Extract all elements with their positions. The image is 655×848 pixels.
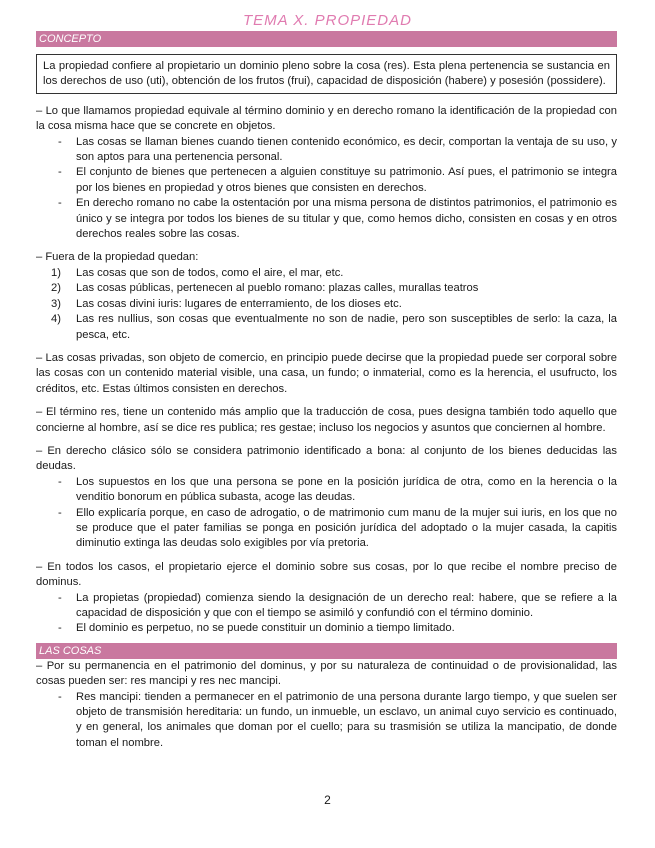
- dash-list: [36, 690, 617, 752]
- list-item: 1) Las cosas que son de todos, como el aire, el mar, etc.: [36, 266, 617, 281]
- paragraph-text: – Por su permanencia en el patrimonio del dominus, y por su naturaleza de continuidad o de provisionalidad, las cosas pueden ser: res mancipi y res nec mancipi.: [36, 659, 617, 688]
- list-item: - El dominio es perpetuo, no se puede constituir un dominio a tiempo limitado.: [36, 621, 617, 636]
- paragraph-derecho-clasico: [36, 444, 617, 552]
- content-las-cosas: [36, 659, 617, 751]
- list-item: - Ello explicaría porque, en caso de adrogatio, o de matrimonio cum manu de la mujer sui iuris, en los que no se produce que el pater familias se ponga en posición jurídica del adoptado o la mujer casada, la capitis diminutio extinga las deudas solo exigibles por vía pretoria.: [58, 506, 617, 550]
- list-item: 4) Las res nullius, son cosas que eventualmente no son de nadie, pero son susceptibles de serlo: la caza, la pesca, etc.: [51, 313, 617, 341]
- dash-list: [36, 475, 617, 552]
- list-item: - El conjunto de bienes que pertenecen a alguien constituye su patrimonio. Así pues, el patrimonio se integra por los bienes en propiedad y otros bienes que consisten en derechos.: [58, 166, 617, 194]
- concept-text: La propiedad confiere al propietario un dominio pleno sobre la cosa (res). Esta plena pertenencia se sustancia en los derechos de uso (uti), obtención de los frutos (frui), capacidad de disposición (habere) y posesión (possidere).: [43, 60, 610, 88]
- paragraph-dominio: [36, 104, 617, 243]
- bullet-marker: -: [58, 690, 62, 703]
- dash-list: [36, 135, 617, 243]
- bullet-marker: -: [58, 591, 62, 604]
- paragraph-fuera: [36, 250, 617, 342]
- content-concepto: [36, 104, 617, 637]
- section-header-concepto: CONCEPTO: [36, 31, 617, 47]
- page-number: 2: [324, 793, 331, 807]
- page-title: TEMA X. PROPIEDAD: [243, 12, 412, 29]
- dash-list: [36, 591, 617, 637]
- paragraph-text: – En derecho clásico sólo se considera patrimonio identificado a bona: al conjunto de los bienes deducidas las deudas.: [36, 444, 617, 473]
- list-number: 1): [51, 266, 61, 279]
- bullet-marker: -: [58, 622, 62, 635]
- list-number: 2): [51, 282, 61, 295]
- list-item: - Las cosas se llaman bienes cuando tienen contenido económico, es decir, comportan la ventaja de su uso, y son aptos para una pertenencia personal.: [58, 135, 617, 164]
- list-number: 3): [51, 297, 61, 310]
- paragraph-termino-res: – El término res, tiene un contenido más amplio que la traducción de cosa, pues designa también todo aquello que concierne al hombre, así se dice res publica; res gestae; incluso los negocios y asuntos que conciernen al hombre.: [36, 406, 617, 434]
- bullet-marker: -: [58, 135, 62, 148]
- numbered-list: [36, 266, 617, 343]
- paragraph-mancipi: [36, 659, 617, 751]
- section-header-las-cosas: LAS COSAS: [36, 643, 617, 659]
- paragraph-text: – En todos los casos, el propietario ejerce el dominio sobre sus cosas, por lo que recibe el nombre preciso de dominus.: [36, 560, 617, 589]
- paragraph-text: – Fuera de la propiedad quedan:: [36, 251, 199, 264]
- bullet-marker: -: [58, 166, 62, 179]
- list-item: 3) Las cosas divini iuris: lugares de enterramiento, de los dioses etc.: [36, 297, 617, 312]
- list-number: 4): [51, 313, 61, 326]
- list-item: - Res mancipi: tienden a permanecer en el patrimonio de una persona durante largo tiempo, y que suelen ser objeto de transmisión hereditaria: un fundo, un inmueble, un esclavo, un animal cuyo servicio es continuado, y en general, los animales que doman por el cuello; para su trasmisión se utiliza la mancipatio, de donde toman el nombre.: [58, 690, 617, 749]
- list-item: - En derecho romano no cabe la ostentación por una misma persona de distintos patrimonios, el patrimonio es único y se integra por todos los bienes de su titular y que, como hemos dicho, consisten en cosas y en otros derechos reales sobre las cosas.: [58, 197, 617, 241]
- bullet-marker: -: [58, 197, 62, 210]
- list-item: 2) Las cosas públicas, pertenecen al pueblo romano: plazas calles, murallas teatros: [36, 281, 617, 296]
- paragraph-cosas-privadas: – Las cosas privadas, son objeto de comercio, en principio puede decirse que la propiedad puede ser corporal sobre las cosas con un contenido material visible, una casa, un fundo; o inmaterial, como es la herencia, el usufructo, los créditos, etc. Estas últimos consisten en derechos.: [36, 351, 617, 395]
- bullet-marker: -: [58, 506, 62, 519]
- list-item: - Los supuestos en los que una persona se pone en la posición jurídica de otra, como en la herencia o la venditio bonorum en pública subasta, acoge las deudas.: [58, 475, 617, 504]
- bullet-marker: -: [58, 475, 62, 488]
- paragraph-dominus: [36, 560, 617, 637]
- paragraph-text: – Lo que llamamos propiedad equivale al término dominio y en derecho romano la identificación de la propiedad con la cosa misma hace que se concrete en objetos.: [36, 104, 617, 133]
- list-item: - La propietas (propiedad) comienza siendo la designación de un derecho real: habere, que se refiere a la capacidad de disposición y que con el tiempo se asimiló y confundió con el término dominio.: [58, 591, 617, 619]
- concept-box: [36, 54, 617, 94]
